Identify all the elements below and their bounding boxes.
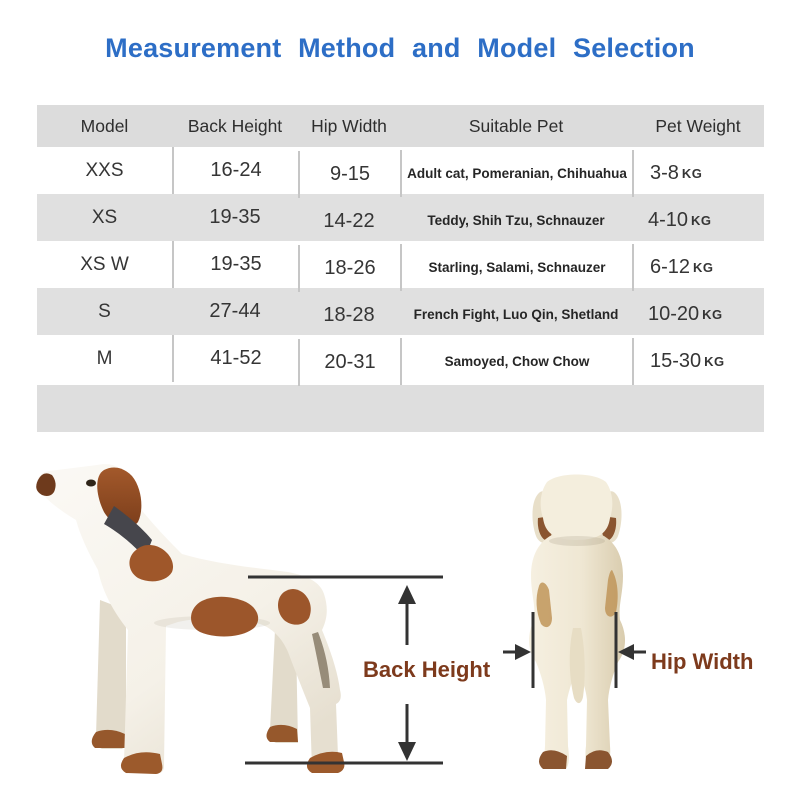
hip-width-cell: 14-22 (323, 210, 375, 232)
hip-width-cell: 18-26 (298, 245, 400, 292)
dog-eye (86, 480, 96, 487)
dog-rear-tail (570, 628, 585, 703)
table-row-xsw (37, 241, 764, 288)
table-row-xxs (37, 147, 764, 194)
dog-rear-head (541, 475, 613, 541)
suitable-pet-cell: Starling, Salami, Schnauzer (400, 244, 632, 291)
table-header-row (37, 105, 764, 147)
back-height-down-arrowhead (398, 742, 416, 761)
weight-value: 3-8 (650, 162, 679, 184)
weight-unit: KG (691, 213, 712, 228)
page-title: Measurement Method and Model Selection (105, 33, 695, 63)
dog-far-rear-foot (267, 725, 299, 742)
pet-weight-cell (632, 338, 764, 385)
weight-value: 4-10 (648, 209, 689, 231)
size-table (37, 105, 764, 432)
model-cell: XS W (80, 253, 129, 275)
model-cell: XS (91, 206, 118, 228)
back-height-cell: 19-35 (172, 241, 298, 288)
back-height-cell: 16-24 (172, 147, 298, 194)
pet-weight-cell (632, 291, 764, 338)
table-row-s (37, 288, 764, 335)
suitable-pet-cell: French Fight, Luo Qin, Shetland (413, 307, 619, 322)
column-header-back-height: Back Height (187, 115, 283, 136)
back-height-cell: 41-52 (172, 335, 298, 382)
model-cell: M (96, 347, 113, 369)
back-height-up-arrowhead (398, 585, 416, 604)
table-row-xs (37, 194, 764, 241)
suitable-pet-cell: Teddy, Shih Tzu, Schnauzer (427, 213, 605, 228)
dog-rear-view-illustration (529, 475, 625, 770)
weight-unit: KG (681, 166, 703, 181)
table-row-m (37, 335, 764, 382)
hip-width-left-arrowhead (515, 644, 531, 660)
hip-width-cell: 18-28 (323, 304, 375, 326)
measurement-diagram (0, 440, 800, 800)
weight-value: 10-20 (648, 303, 700, 325)
hip-width-cell: 20-31 (298, 339, 400, 386)
back-height-cell: 27-44 (209, 300, 261, 322)
column-header-suitable-pet: Suitable Pet (468, 115, 564, 136)
dog-far-front-foot (92, 730, 125, 748)
weight-unit: KG (693, 260, 714, 275)
pet-weight-cell (632, 244, 764, 291)
back-height-cell: 19-35 (209, 206, 261, 228)
pet-weight-cell (632, 197, 764, 244)
empty-footer-band (37, 385, 764, 432)
dog-rear-neck-shading (549, 536, 605, 546)
suitable-pet-cell: Samoyed, Chow Chow (400, 338, 632, 385)
weight-unit: KG (702, 307, 723, 322)
dog-side-view-illustration (36, 464, 344, 774)
column-header-hip-width: Hip Width (311, 115, 387, 136)
weight-value: 15-30 (650, 350, 702, 372)
back-height-label: Back Height (363, 657, 491, 682)
column-header-pet-weight: Pet Weight (655, 115, 741, 136)
model-cell: XXS (85, 159, 124, 181)
pet-weight-cell (632, 150, 764, 197)
model-cell: S (98, 300, 111, 322)
suitable-pet-cell: Adult cat, Pomeranian, Chihuahua (400, 150, 632, 197)
weight-unit: KG (704, 354, 725, 369)
weight-value: 6-12 (650, 256, 691, 278)
hip-width-cell: 9-15 (298, 151, 400, 198)
dog-far-front-leg (96, 600, 126, 749)
hip-width-label: Hip Width (651, 649, 754, 674)
column-header-model: Model (80, 115, 129, 136)
